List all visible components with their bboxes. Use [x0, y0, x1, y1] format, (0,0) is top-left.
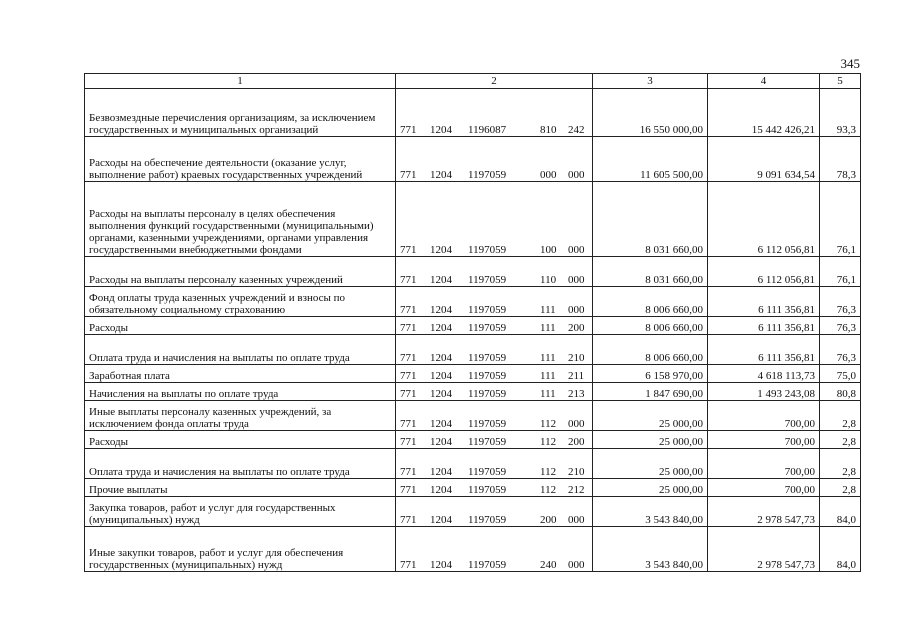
row-col3: 3 543 840,00 — [593, 497, 708, 527]
row-col5: 2,8 — [820, 401, 861, 431]
code-segment: 212 — [568, 484, 585, 496]
row-col4: 6 112 056,81 — [708, 182, 820, 257]
row-col5: 75,0 — [820, 365, 861, 383]
header-col-5: 5 — [820, 74, 861, 89]
code-segment: 210 — [568, 466, 585, 478]
code-segment: 1196087 — [468, 124, 507, 136]
code-segment: 1204 — [430, 484, 452, 496]
row-codes — [396, 287, 593, 317]
code-segment: 112 — [540, 418, 557, 430]
code-segment: 1204 — [430, 322, 452, 334]
row-col3: 25 000,00 — [593, 449, 708, 479]
code-segment: 000 — [568, 274, 585, 286]
code-segment: 000 — [540, 169, 557, 181]
code-segment: 210 — [568, 352, 585, 364]
code-segment: 771 — [400, 514, 417, 526]
code-segment: 1197059 — [468, 436, 507, 448]
row-col5: 76,3 — [820, 317, 861, 335]
code-segment: 1197059 — [468, 244, 507, 256]
code-segment: 000 — [568, 418, 585, 430]
table-row — [85, 401, 861, 431]
header-row — [85, 74, 861, 89]
code-segment: 1197059 — [468, 388, 507, 400]
header-col-3: 3 — [593, 74, 708, 89]
row-codes — [396, 89, 593, 137]
header-col-4: 4 — [708, 74, 820, 89]
row-col3: 8 031 660,00 — [593, 182, 708, 257]
code-segment: 111 — [540, 304, 556, 316]
code-segment: 771 — [400, 244, 417, 256]
code-segment: 1204 — [430, 388, 452, 400]
row-col4: 9 091 634,54 — [708, 137, 820, 182]
row-codes — [396, 479, 593, 497]
table-body — [85, 89, 861, 572]
row-name: Начисления на выплаты по оплате труда — [85, 383, 396, 401]
code-segment: 000 — [568, 169, 585, 181]
row-col4: 700,00 — [708, 431, 820, 449]
row-col5: 78,3 — [820, 137, 861, 182]
code-segment: 000 — [568, 244, 585, 256]
code-segment: 100 — [540, 244, 557, 256]
code-segment: 1197059 — [468, 352, 507, 364]
row-col5: 2,8 — [820, 449, 861, 479]
row-col5: 93,3 — [820, 89, 861, 137]
code-segment: 1204 — [430, 274, 452, 286]
header-col-1: 1 — [85, 74, 396, 89]
code-segment: 112 — [540, 466, 557, 478]
code-segment: 1197059 — [468, 304, 507, 316]
row-col3: 6 158 970,00 — [593, 365, 708, 383]
row-col3: 8 006 660,00 — [593, 287, 708, 317]
code-segment: 1204 — [430, 304, 452, 316]
row-col4: 2 978 547,73 — [708, 527, 820, 572]
code-segment: 112 — [540, 436, 557, 448]
table-row — [85, 89, 861, 137]
row-col3: 25 000,00 — [593, 479, 708, 497]
code-segment: 1197059 — [468, 559, 507, 571]
code-segment: 112 — [540, 484, 557, 496]
row-col5: 76,1 — [820, 257, 861, 287]
table-row — [85, 479, 861, 497]
code-segment: 771 — [400, 124, 417, 136]
code-segment: 1204 — [430, 559, 452, 571]
row-col4: 6 111 356,81 — [708, 317, 820, 335]
code-segment: 771 — [400, 352, 417, 364]
row-col3: 16 550 000,00 — [593, 89, 708, 137]
row-name: Расходы на обеспечение деятельности (оказание услуг, выполнение работ) краевых государственных учреждений — [85, 137, 396, 182]
code-segment: 211 — [568, 370, 585, 382]
table-row — [85, 137, 861, 182]
row-codes — [396, 182, 593, 257]
code-segment: 111 — [540, 388, 556, 400]
code-segment: 200 — [568, 322, 585, 334]
code-segment: 110 — [540, 274, 557, 286]
code-segment: 213 — [568, 388, 585, 400]
row-codes — [396, 527, 593, 572]
table-row — [85, 497, 861, 527]
row-codes — [396, 365, 593, 383]
row-col4: 1 493 243,08 — [708, 383, 820, 401]
code-segment: 1204 — [430, 352, 452, 364]
row-codes — [396, 431, 593, 449]
row-col3: 8 006 660,00 — [593, 317, 708, 335]
row-col4: 6 112 056,81 — [708, 257, 820, 287]
code-segment: 1204 — [430, 244, 452, 256]
code-segment: 1197059 — [468, 274, 507, 286]
code-segment: 240 — [540, 559, 557, 571]
page-number: 345 — [840, 56, 860, 71]
row-col5: 76,1 — [820, 182, 861, 257]
row-codes — [396, 449, 593, 479]
row-name: Расходы на выплаты персоналу казенных учреждений — [85, 257, 396, 287]
row-codes — [396, 401, 593, 431]
code-segment: 1204 — [430, 436, 452, 448]
code-segment: 771 — [400, 322, 417, 334]
row-col4: 2 978 547,73 — [708, 497, 820, 527]
row-col4: 700,00 — [708, 401, 820, 431]
row-name: Заработная плата — [85, 365, 396, 383]
table-row — [85, 335, 861, 365]
code-segment: 1204 — [430, 370, 452, 382]
row-col4: 6 111 356,81 — [708, 335, 820, 365]
code-segment: 1197059 — [468, 484, 507, 496]
row-name: Фонд оплаты труда казенных учреждений и взносы по обязательному социальному страхованию — [85, 287, 396, 317]
code-segment: 1197059 — [468, 370, 507, 382]
row-col3: 25 000,00 — [593, 401, 708, 431]
row-name: Оплата труда и начисления на выплаты по оплате труда — [85, 335, 396, 365]
code-segment: 1204 — [430, 169, 452, 181]
row-name: Иные выплаты персоналу казенных учреждений, за исключением фонда оплаты труда — [85, 401, 396, 431]
row-codes — [396, 497, 593, 527]
row-name: Расходы на выплаты персоналу в целях обеспечения выполнения функций государственными (муниципальными) органами, казенными учреждениями, органами управления государственными внебюджетными фондами — [85, 182, 396, 257]
code-segment: 810 — [540, 124, 557, 136]
code-segment: 771 — [400, 559, 417, 571]
row-name: Иные закупки товаров, работ и услуг для обеспечения государственных (муниципальных) нужд — [85, 527, 396, 572]
row-col3: 8 031 660,00 — [593, 257, 708, 287]
code-segment: 1197059 — [468, 514, 507, 526]
row-name: Расходы — [85, 431, 396, 449]
row-name: Прочие выплаты — [85, 479, 396, 497]
row-name: Закупка товаров, работ и услуг для государственных (муниципальных) нужд — [85, 497, 396, 527]
code-segment: 000 — [568, 514, 585, 526]
row-codes — [396, 317, 593, 335]
code-segment: 771 — [400, 466, 417, 478]
header-col-2: 2 — [396, 74, 593, 89]
code-segment: 771 — [400, 388, 417, 400]
code-segment: 200 — [540, 514, 557, 526]
row-codes — [396, 137, 593, 182]
row-col5: 84,0 — [820, 527, 861, 572]
code-segment: 1204 — [430, 514, 452, 526]
row-col5: 2,8 — [820, 431, 861, 449]
table-row — [85, 365, 861, 383]
row-col3: 3 543 840,00 — [593, 527, 708, 572]
table-row — [85, 287, 861, 317]
code-segment: 771 — [400, 484, 417, 496]
row-col4: 4 618 113,73 — [708, 365, 820, 383]
code-segment: 111 — [540, 370, 556, 382]
row-name: Расходы — [85, 317, 396, 335]
row-col3: 11 605 500,00 — [593, 137, 708, 182]
row-codes — [396, 335, 593, 365]
code-segment: 771 — [400, 370, 417, 382]
row-name: Оплата труда и начисления на выплаты по оплате труда — [85, 449, 396, 479]
code-segment: 1197059 — [468, 169, 507, 181]
code-segment: 1197059 — [468, 466, 507, 478]
table-row — [85, 317, 861, 335]
code-segment: 000 — [568, 304, 585, 316]
code-segment: 242 — [568, 124, 585, 136]
row-col5: 84,0 — [820, 497, 861, 527]
row-col4: 700,00 — [708, 449, 820, 479]
code-segment: 771 — [400, 418, 417, 430]
code-segment: 1204 — [430, 418, 452, 430]
code-segment: 111 — [540, 352, 556, 364]
code-segment: 1204 — [430, 124, 452, 136]
budget-table — [84, 73, 861, 572]
row-col5: 80,8 — [820, 383, 861, 401]
row-codes — [396, 383, 593, 401]
code-segment: 771 — [400, 436, 417, 448]
row-codes — [396, 257, 593, 287]
code-segment: 111 — [540, 322, 556, 334]
row-col3: 25 000,00 — [593, 431, 708, 449]
table-row — [85, 431, 861, 449]
row-col5: 2,8 — [820, 479, 861, 497]
table-row — [85, 527, 861, 572]
code-segment: 771 — [400, 169, 417, 181]
code-segment: 771 — [400, 274, 417, 286]
code-segment: 000 — [568, 559, 585, 571]
code-segment: 1204 — [430, 466, 452, 478]
row-col4: 15 442 426,21 — [708, 89, 820, 137]
row-col5: 76,3 — [820, 287, 861, 317]
row-col4: 6 111 356,81 — [708, 287, 820, 317]
code-segment: 1197059 — [468, 322, 507, 334]
table-row — [85, 257, 861, 287]
row-col3: 1 847 690,00 — [593, 383, 708, 401]
row-col3: 8 006 660,00 — [593, 335, 708, 365]
row-col5: 76,3 — [820, 335, 861, 365]
row-name: Безвозмездные перечисления организациям, за исключением государственных и муниципальных организаций — [85, 89, 396, 137]
code-segment: 771 — [400, 304, 417, 316]
code-segment: 1197059 — [468, 418, 507, 430]
row-col4: 700,00 — [708, 479, 820, 497]
table-row — [85, 449, 861, 479]
table-row — [85, 383, 861, 401]
code-segment: 200 — [568, 436, 585, 448]
table-row — [85, 182, 861, 257]
